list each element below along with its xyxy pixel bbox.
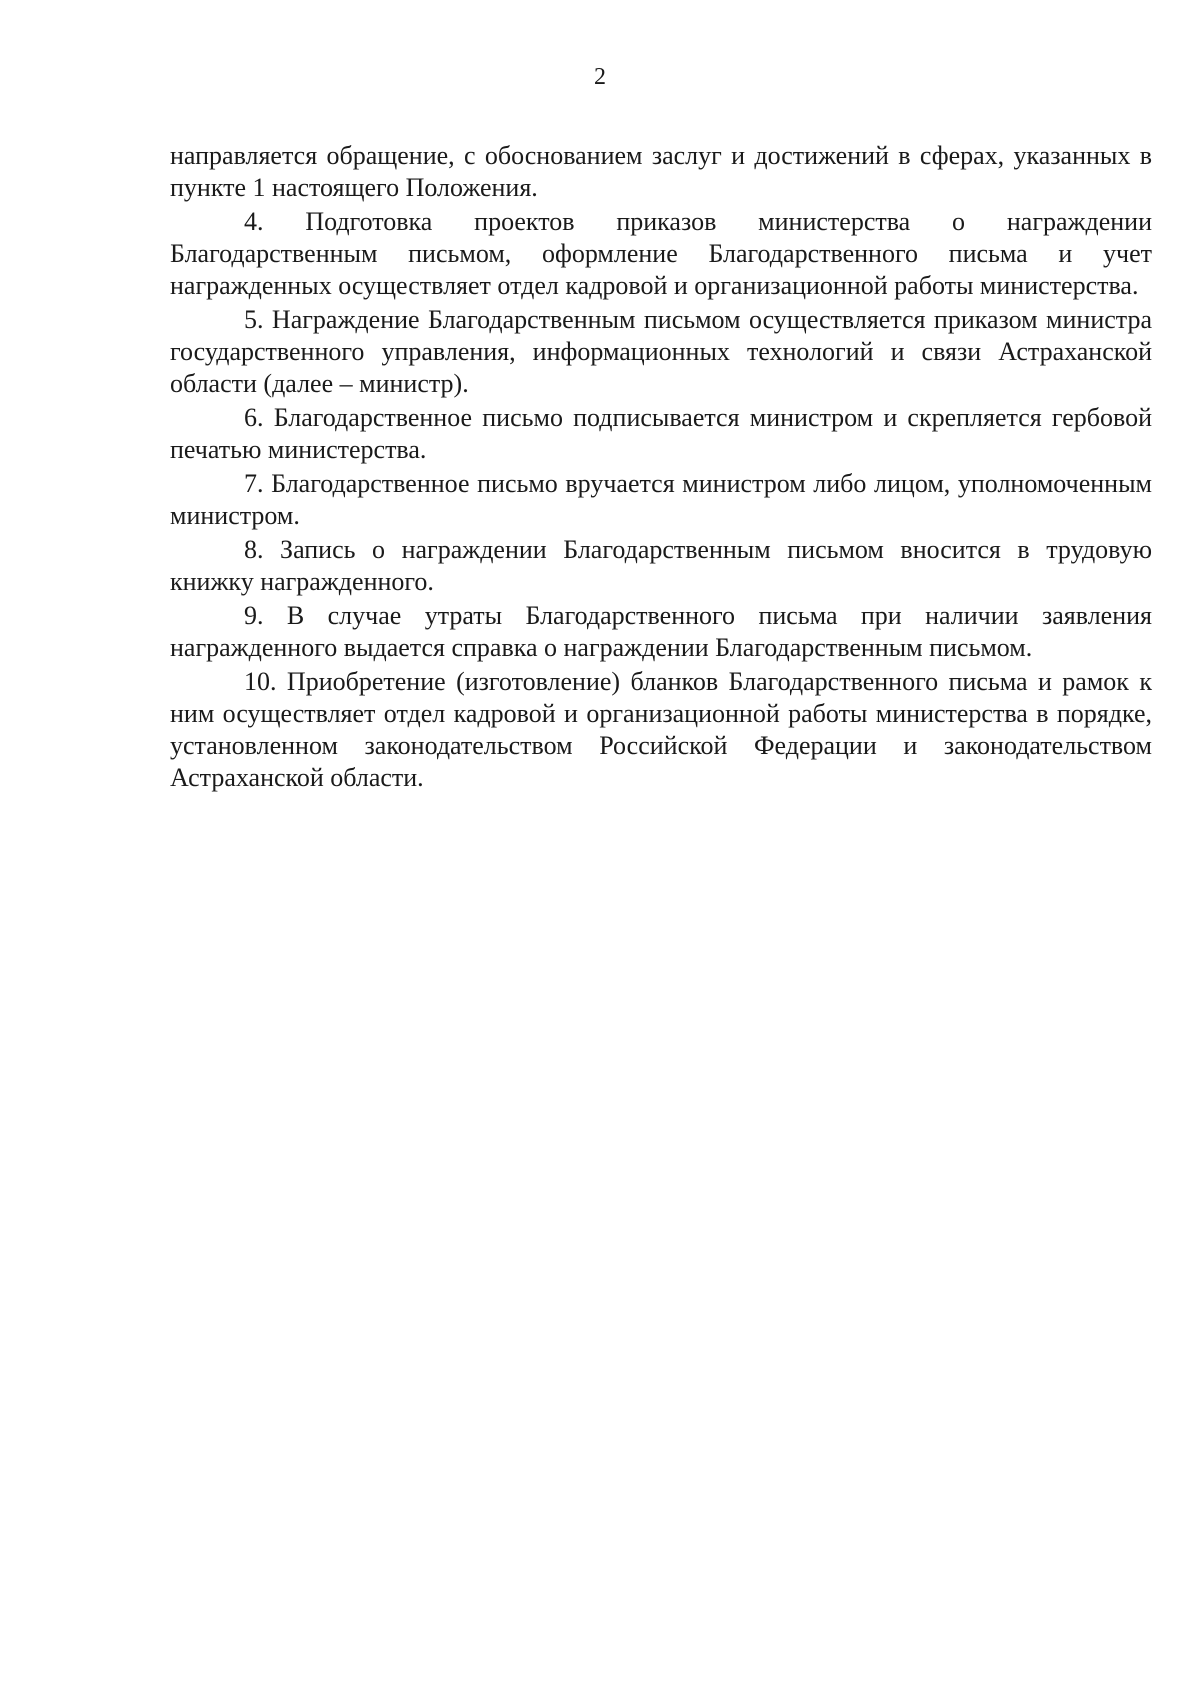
paragraph-item-4: 4. Подготовка проектов приказов министерства о награждении Благодарственным письмом, оформление Благодарственного письма и учет награжденных осуществляет отдел кадровой и организационной работы министерства. (170, 207, 1152, 300)
paragraph-continuation: направляется обращение, с обоснованием заслуг и достижений в сферах, указанных в пункте 1 настоящего Положения. (170, 141, 1152, 202)
paragraph-item-10: 10. Приобретение (изготовление) бланков Благодарственного письма и рамок к ним осуществляет отдел кадровой и организационной работы министерства в порядке, установленном законодательством Российской Федерации и законодательством Астраханской области. (170, 667, 1152, 792)
paragraph-item-8: 8. Запись о награждении Благодарственным письмом вносится в трудовую книжку награжденного. (170, 535, 1152, 596)
document-body (170, 140, 1152, 796)
paragraph-item-9: 9. В случае утраты Благодарственного письма при наличии заявления награжденного выдается справка о награждении Благодарственным письмом. (170, 601, 1152, 662)
paragraph-item-6: 6. Благодарственное письмо подписывается министром и скрепляется гербовой печатью министерства. (170, 403, 1152, 464)
page-number: 2 (594, 64, 606, 90)
paragraph-item-5: 5. Награждение Благодарственным письмом осуществляется приказом министра государственного управления, информационных технологий и связи Астраханской области (далее – министр). (170, 305, 1152, 398)
paragraph-item-7: 7. Благодарственное письмо вручается министром либо лицом, уполномоченным министром. (170, 469, 1152, 530)
